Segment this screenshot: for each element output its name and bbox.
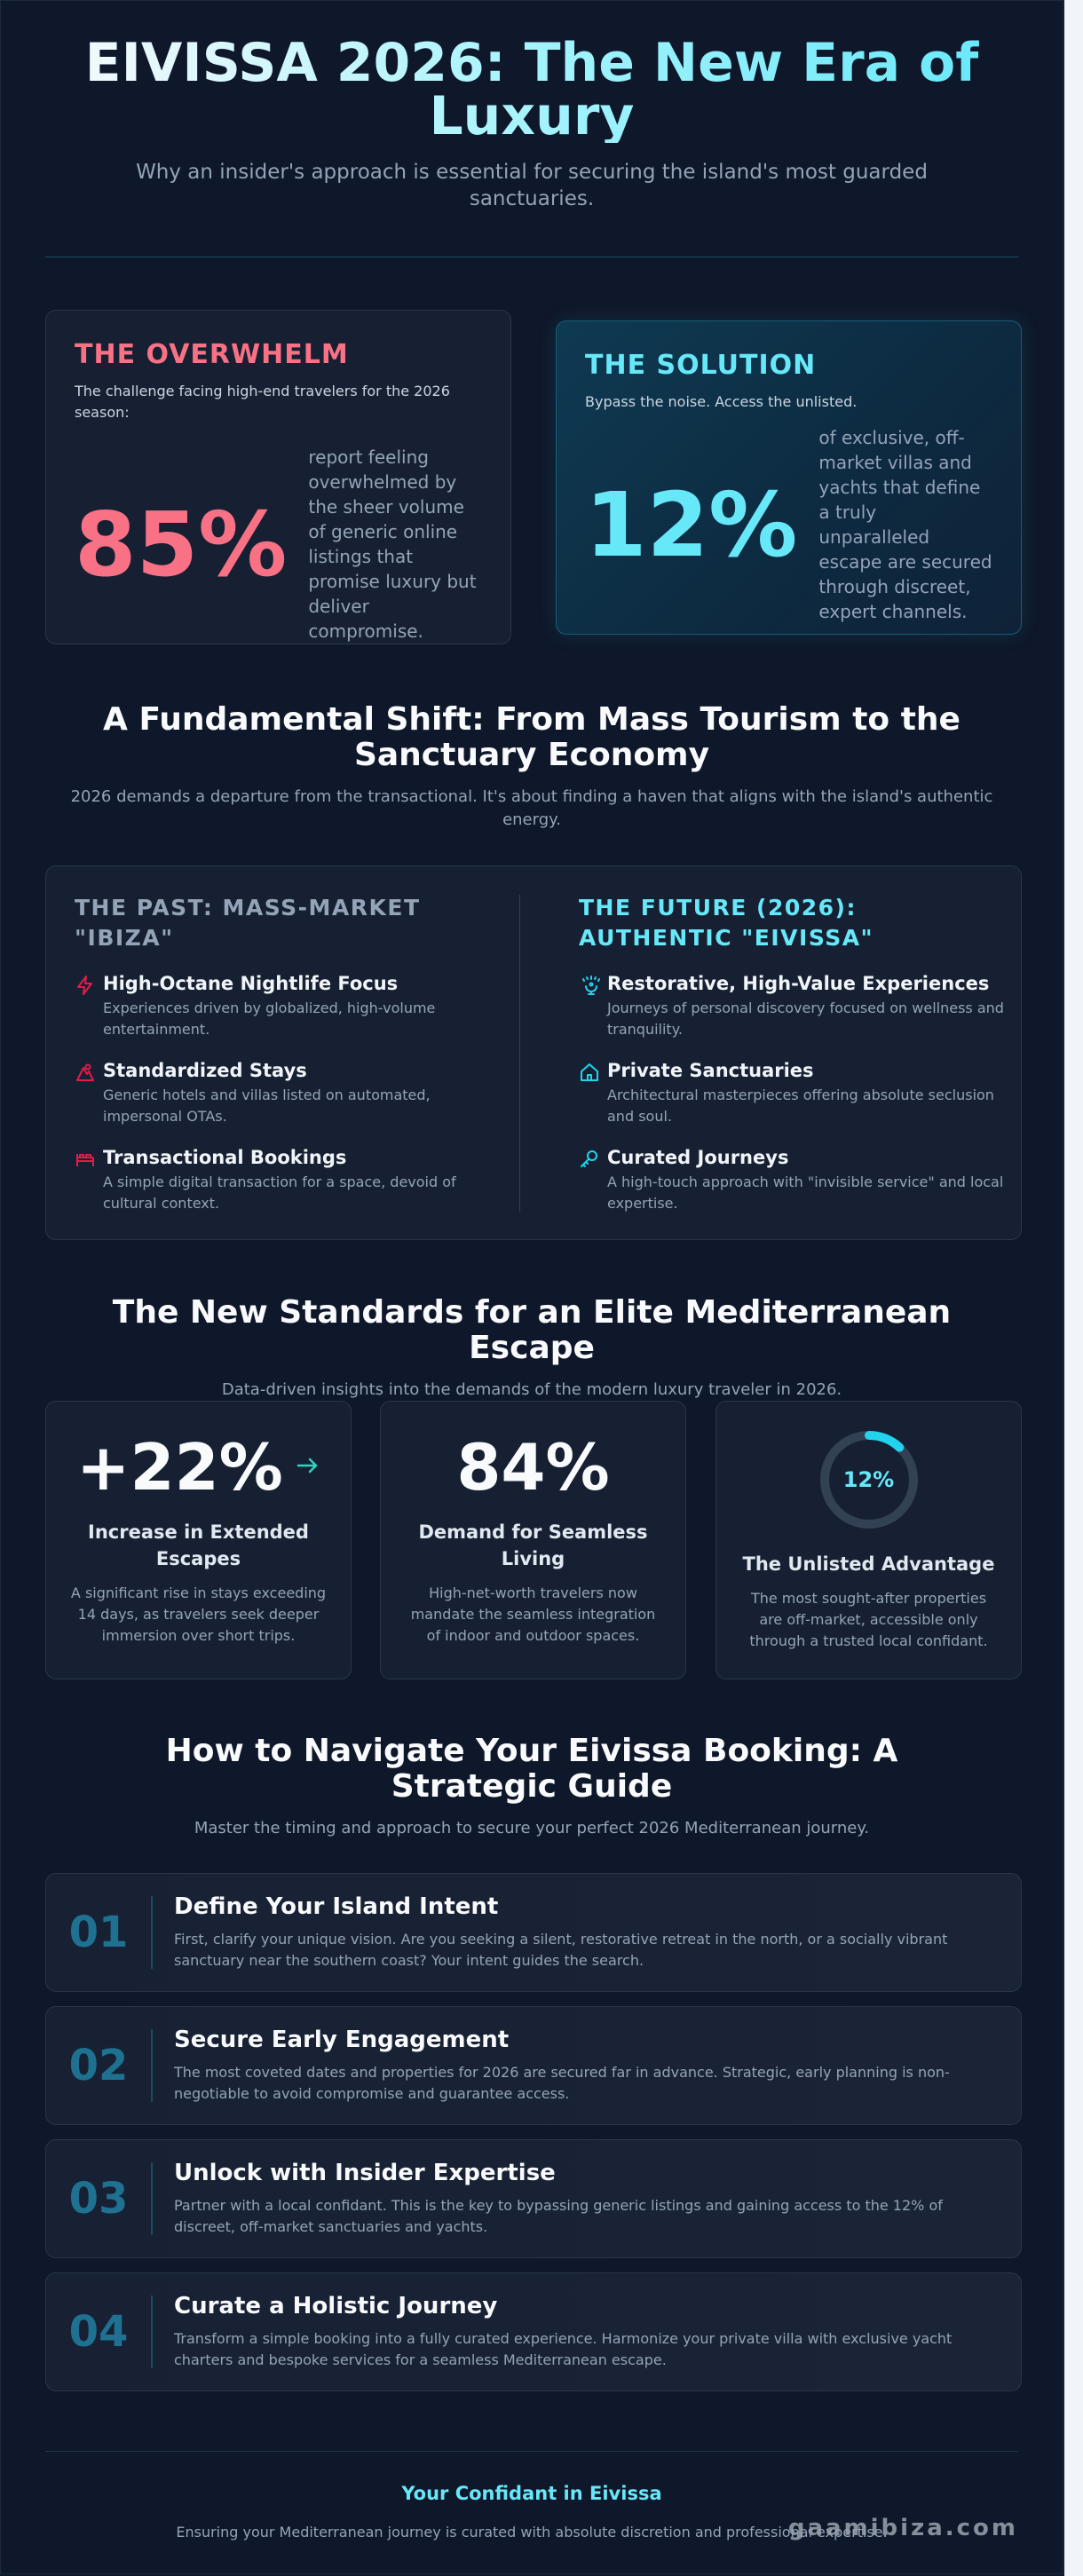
future-item — [579, 973, 1009, 1040]
future-item-title: Restorative, High-Value Experiences — [607, 973, 990, 994]
solution-description: of exclusive, off-market villas and yachts that define a truly unparalleled escape are secured through discreet, expert channels. — [818, 427, 992, 622]
standards-title: The New Standards for an Elite Mediterranean Escape — [112, 1294, 952, 1366]
stat-title: Increase in Extended Escapes — [88, 1521, 309, 1569]
stat-title: The Unlisted Advantage — [742, 1553, 995, 1575]
watermark: gaamibiza.com — [787, 2515, 1018, 2541]
future-item — [579, 1147, 1009, 1214]
progress-value: 12% — [842, 1467, 895, 1492]
stat-desc: High-net-worth travelers now mandate the seamless integration of indoor and outdoor spaces. — [410, 1584, 656, 1644]
stat-card-unlisted-advantage — [715, 1401, 1022, 1679]
step-title: Secure Early Engagement — [174, 2027, 510, 2053]
step-desc: The most coveted dates and properties for 2026 are secured far in advance. Strategic, early planning is non-negotiable to avoid compromise and guarantee access. — [174, 2064, 950, 2102]
footer-title: Your Confidant in Eivissa — [401, 2483, 662, 2504]
key-icon — [579, 1147, 607, 1214]
footer-divider — [45, 2451, 1018, 2452]
bed-icon — [75, 1147, 103, 1214]
stat-card-seamless-living — [380, 1401, 686, 1679]
past-item — [75, 1060, 505, 1127]
step-title: Curate a Holistic Journey — [174, 2293, 498, 2319]
step-desc: First, clarify your unique vision. Are you seeking a silent, restorative retreat in the north, or a socially vibrant sanctuary near the southern coast? Your intent guides the search. — [174, 1931, 948, 1969]
past-item-desc: Experiences driven by globalized, high-volume entertainment. — [103, 1000, 436, 1038]
solution-stat: 12% — [585, 472, 798, 577]
step-desc: Partner with a local confidant. This is the key to bypassing generic listings and gaining access to the 12% of discreet, off-market sanctuaries and yachts. — [174, 2197, 943, 2235]
future-item-title: Private Sanctuaries — [607, 1060, 814, 1081]
shift-title: A Fundamental Shift: From Mass Tourism to the Sanctuary Economy — [103, 701, 960, 773]
step-number: 02 — [68, 2041, 129, 2090]
overwhelm-description: report feeling overwhelmed by the sheer volume of generic online listings that promise luxury but deliver compromise. — [308, 446, 477, 642]
past-column — [75, 893, 505, 1214]
guide-step — [45, 2139, 1022, 2258]
home-icon — [579, 1060, 607, 1127]
lightning-bolt-icon — [75, 973, 103, 1040]
past-item-title: Standardized Stays — [103, 1060, 307, 1081]
past-item-title: Transactional Bookings — [103, 1147, 347, 1168]
scrollbar-track[interactable] — [1064, 0, 1083, 2576]
shift-header — [45, 702, 1018, 832]
past-heading: THE PAST: MASS-MARKET "IBIZA" — [75, 895, 421, 951]
stat-desc: A significant rise in stays exceeding 14 days, as travelers seek deeper immersion over short trips. — [70, 1584, 327, 1644]
guide-step — [45, 1873, 1022, 1992]
future-heading: THE FUTURE (2026): AUTHENTIC "EIVISSA" — [579, 895, 874, 951]
solution-title: THE SOLUTION — [585, 350, 817, 381]
past-item-title: High-Octane Nightlife Focus — [103, 973, 399, 994]
future-item-title: Curated Journeys — [607, 1147, 789, 1168]
stat-value: +22% — [76, 1430, 283, 1505]
buildings-icon — [75, 1060, 103, 1127]
stat-card-extended-escapes — [45, 1401, 352, 1679]
column-divider — [519, 895, 520, 1212]
overwhelm-title: THE OVERWHELM — [75, 339, 349, 370]
step-title: Unlock with Insider Expertise — [174, 2160, 556, 2186]
solution-card — [556, 320, 1022, 635]
future-item-desc: Architectural masterpieces offering absolute seclusion and soul. — [607, 1087, 994, 1125]
stat-title: Demand for Seamless Living — [418, 1521, 648, 1569]
shift-subtitle: 2026 demands a departure from the transactional. It's about finding a haven that aligns with the island's authentic energy. — [70, 787, 993, 829]
page-subtitle: Why an insider's approach is essential for securing the island's most guarded sanctuaries. — [136, 161, 928, 210]
footer-subtitle: Ensuring your Mediterranean journey is curated with absolute discretion and professional expertise. — [176, 2524, 888, 2540]
past-item — [75, 973, 505, 1040]
step-desc: Transform a simple booking into a fully curated experience. Harmonize your private villa with exclusive yacht charters and bespoke services for a seamless Mediterranean escape. — [174, 2330, 953, 2368]
hero — [45, 32, 1018, 212]
guide-step — [45, 2272, 1022, 2391]
overwhelm-subtitle: The challenge facing high-end travelers for the 2026 season: — [75, 383, 450, 421]
step-title: Define Your Island Intent — [174, 1893, 499, 1920]
overwhelm-stat: 85% — [75, 492, 288, 597]
guide-title: How to Navigate Your Eivissa Booking: A Strategic Guide — [165, 1733, 898, 1805]
stat-desc: The most sought-after properties are off-market, accessible only through a trusted local confidant. — [749, 1590, 988, 1649]
standards-subtitle: Data-driven insights into the demands of the modern luxury traveler in 2026. — [221, 1380, 842, 1399]
guide-step — [45, 2006, 1022, 2125]
stat-value: 84% — [456, 1430, 610, 1505]
guide-header — [45, 1734, 1018, 1840]
past-item-desc: A simple digital transaction for a space, devoid of cultural context. — [103, 1173, 456, 1212]
future-item-desc: Journeys of personal discovery focused on wellness and tranquility. — [607, 1000, 1004, 1038]
step-number: 01 — [68, 1908, 129, 1957]
step-number: 03 — [68, 2174, 129, 2224]
guide-subtitle: Master the timing and approach to secure your perfect 2026 Mediterranean journey. — [194, 1819, 870, 1837]
future-column — [579, 893, 1009, 1214]
step-number: 04 — [68, 2307, 129, 2357]
past-item-desc: Generic hotels and villas listed on automated, impersonal OTAs. — [103, 1087, 431, 1125]
solution-subtitle: Bypass the noise. Access the unlisted. — [585, 393, 858, 410]
future-item-desc: A high-touch approach with "invisible service" and local expertise. — [607, 1173, 1004, 1212]
progress-ring — [818, 1428, 921, 1531]
shift-card — [45, 865, 1022, 1240]
standards-header — [45, 1295, 1018, 1402]
spa-icon — [579, 973, 607, 1040]
past-item — [75, 1147, 505, 1214]
page-title: EIVISSA 2026: The New Era of Luxury — [45, 36, 1018, 143]
overwhelm-card — [45, 310, 511, 644]
future-item — [579, 1060, 1009, 1127]
arrow-right-icon — [296, 1456, 320, 1479]
